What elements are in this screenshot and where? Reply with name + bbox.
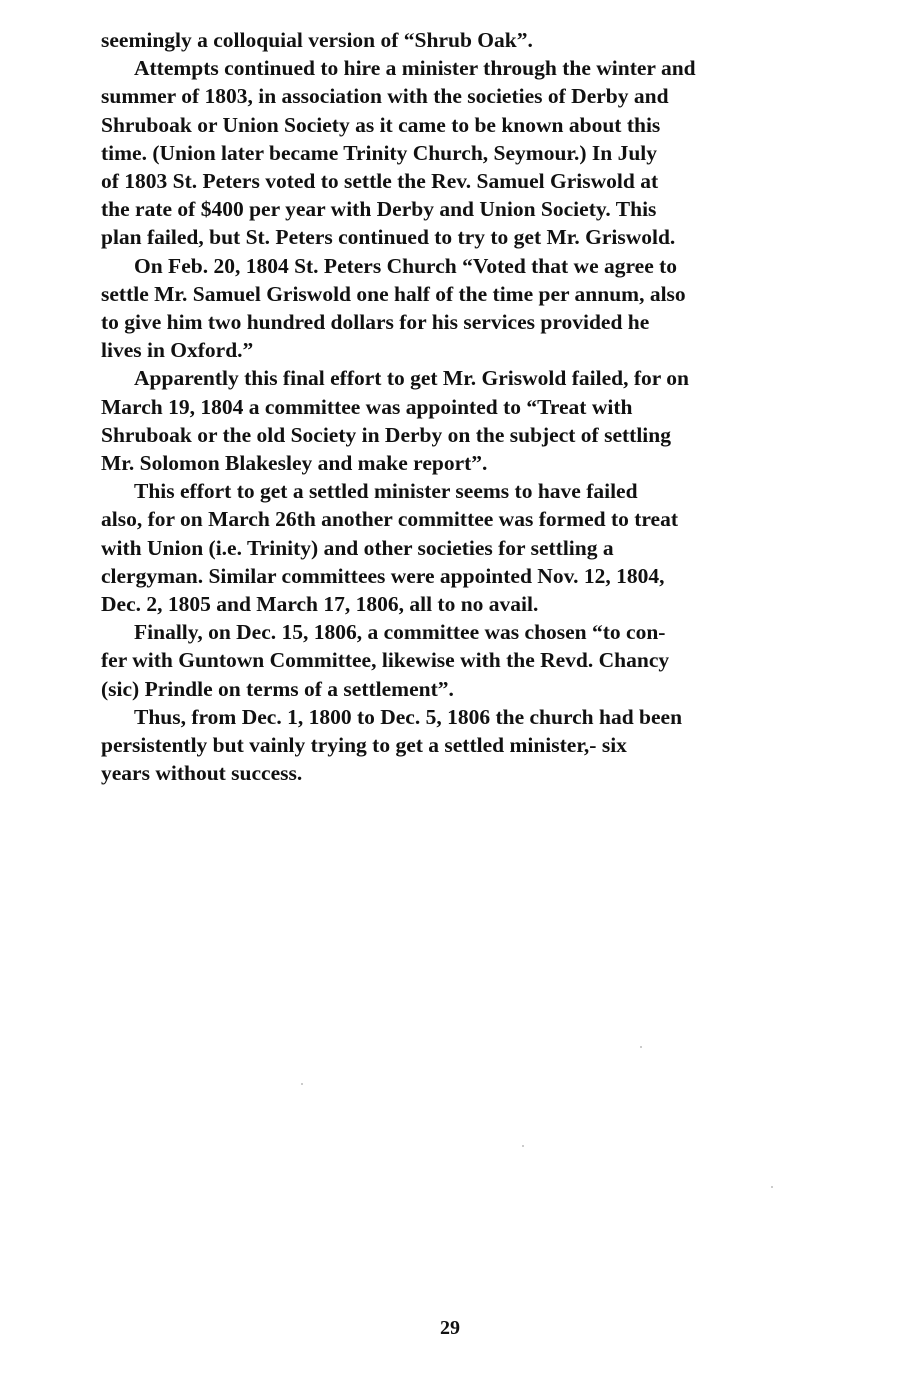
text-line: of 1803 St. Peters voted to settle the Rev. Samuel Griswold at xyxy=(101,169,659,194)
text-line: lives in Oxford.” xyxy=(101,338,254,363)
scan-speck xyxy=(522,1145,524,1147)
paragraph-1 xyxy=(101,26,881,54)
text-line: (sic) Prindle on terms of a settlement”. xyxy=(101,676,454,701)
paragraph-2 xyxy=(101,54,881,251)
text-line: to give him two hundred dollars for his services provided he xyxy=(101,310,650,335)
text-line: Dec. 2, 1805 and March 17, 1806, all to no avail. xyxy=(101,592,539,617)
scan-speck xyxy=(301,1083,303,1085)
text-line: On Feb. 20, 1804 St. Peters Church “Voted that we agree to xyxy=(134,253,678,278)
scan-speck xyxy=(771,1186,773,1188)
text-line: Thus, from Dec. 1, 1800 to Dec. 5, 1806 the church had been xyxy=(134,704,683,729)
text-line: seemingly a colloquial version of “Shrub Oak”. xyxy=(101,28,533,52)
text-line: plan failed, but St. Peters continued to try to get Mr. Griswold. xyxy=(101,225,676,250)
text-line: This effort to get a settled minister seems to have failed xyxy=(134,479,638,504)
text-line: Shruboak or the old Society in Derby on the subject of settling xyxy=(101,422,671,447)
text-line: Shruboak or Union Society as it came to be known about this xyxy=(101,112,661,137)
text-line: years without success. xyxy=(101,761,303,786)
text-line: fer with Guntown Committee, likewise with the Revd. Chancy xyxy=(101,648,670,673)
text-line: also, for on March 26th another committee was formed to treat xyxy=(101,507,678,532)
body-text xyxy=(101,26,881,787)
scan-speck xyxy=(640,1046,642,1048)
text-line: Mr. Solomon Blakesley and make report”. xyxy=(101,451,488,476)
paragraph-3 xyxy=(101,252,881,365)
text-line: with Union (i.e. Trinity) and other societies for settling a xyxy=(101,535,614,560)
text-line: persistently but vainly trying to get a settled minister,- six xyxy=(101,733,627,758)
text-line: Finally, on Dec. 15, 1806, a committee was chosen “to con- xyxy=(134,620,666,645)
paragraph-5 xyxy=(101,477,881,618)
paragraph-6 xyxy=(101,618,881,703)
text-line: clergyman. Similar committees were appointed Nov. 12, 1804, xyxy=(101,563,665,588)
text-line: summer of 1803, in association with the societies of Derby and xyxy=(101,84,669,109)
text-line: Attempts continued to hire a minister through the winter and xyxy=(134,56,696,81)
text-line: Apparently this final effort to get Mr. Griswold failed, for on xyxy=(134,366,689,391)
paragraph-4 xyxy=(101,364,881,477)
text-line: March 19, 1804 a committee was appointed to “Treat with xyxy=(101,394,633,419)
page-number: 29 xyxy=(440,1317,460,1339)
text-line: the rate of $400 per year with Derby and Union Society. This xyxy=(101,197,657,222)
paragraph-7 xyxy=(101,703,881,788)
text-line: settle Mr. Samuel Griswold one half of the time per annum, also xyxy=(101,281,686,306)
text-line: time. (Union later became Trinity Church, Seymour.) In July xyxy=(101,140,658,165)
